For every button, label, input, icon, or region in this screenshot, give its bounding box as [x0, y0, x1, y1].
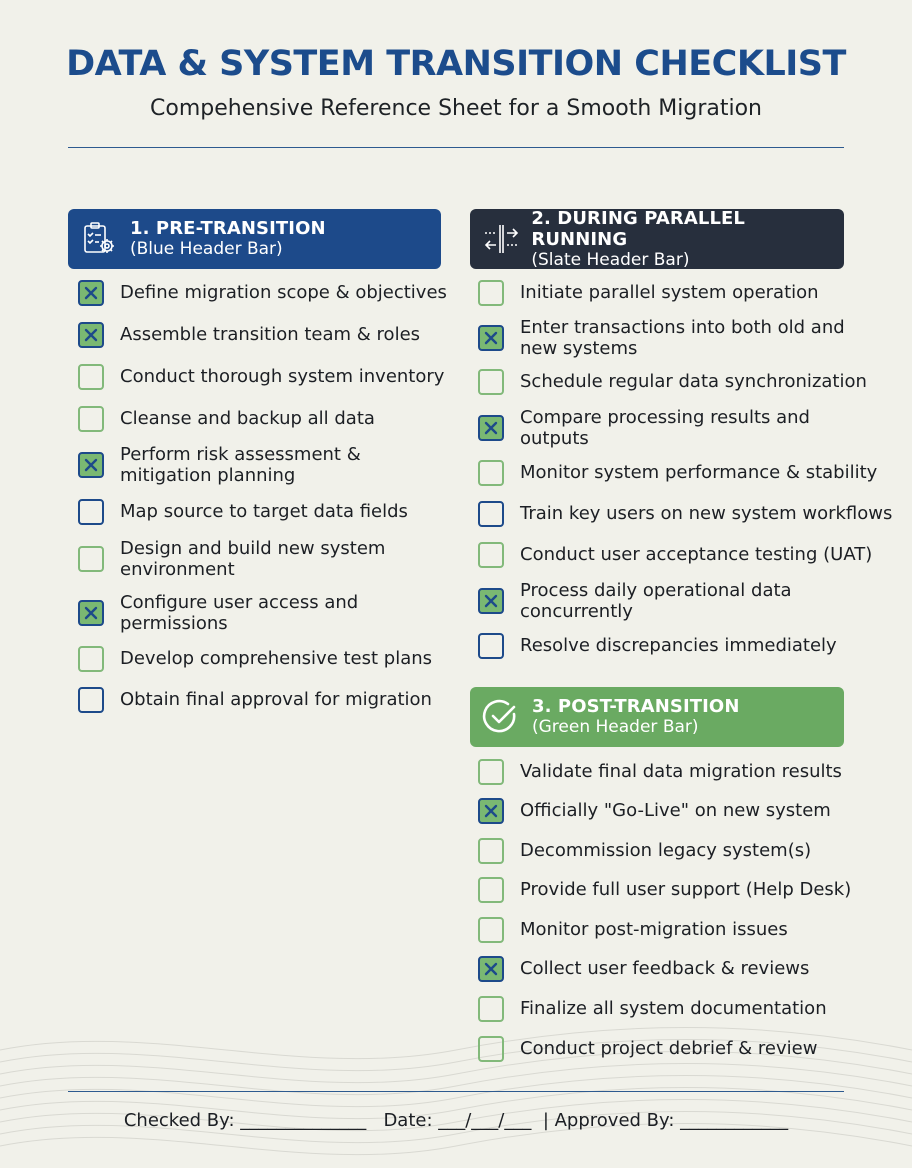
checkbox-unchecked[interactable]	[478, 501, 504, 527]
checklist-item-label: Obtain final approval for migration	[120, 689, 432, 710]
checklist-item[interactable]	[478, 917, 848, 943]
checklist-item-label: Map source to target data fields	[120, 501, 408, 522]
checklist-item[interactable]	[478, 542, 873, 568]
checkbox-unchecked[interactable]	[478, 759, 504, 785]
checklist-item[interactable]	[478, 369, 867, 395]
x-mark-icon	[83, 285, 99, 301]
checklist-item[interactable]	[78, 687, 448, 713]
checklist-item-label: Perform risk assessment & mitigation planning	[120, 444, 361, 486]
top-divider	[68, 147, 844, 148]
signature-footer: Checked By: ______________ Date: ___/___/___ | Approved By: ____________	[123, 1110, 789, 1131]
x-mark-icon	[483, 330, 499, 346]
checklist-item[interactable]	[478, 877, 852, 903]
checkbox-checked[interactable]	[78, 600, 104, 626]
checklist-item[interactable]	[78, 280, 448, 306]
checklist-item-label: Cleanse and backup all data	[120, 408, 375, 429]
checklist-item[interactable]	[78, 499, 448, 525]
checklist-item-label: Provide full user support (Help Desk)	[520, 879, 852, 900]
checklist-item[interactable]	[78, 322, 448, 348]
checkbox-unchecked[interactable]	[78, 546, 104, 572]
checklist-item[interactable]	[478, 280, 848, 306]
checklist-item-label: Configure user access and permissions	[120, 592, 359, 634]
page-title: DATA & SYSTEM TRANSITION CHECKLIST	[66, 44, 846, 84]
section-subtitle: (Blue Header Bar)	[130, 239, 283, 259]
checkbox-unchecked[interactable]	[78, 364, 104, 390]
check-circle-icon	[470, 687, 532, 747]
checkbox-checked[interactable]	[78, 280, 104, 306]
checkbox-unchecked[interactable]	[478, 877, 504, 903]
checkbox-unchecked[interactable]	[478, 633, 504, 659]
checklist-item[interactable]	[478, 633, 848, 659]
x-mark-icon	[483, 961, 499, 977]
checklist-item-label: Conduct user acceptance testing (UAT)	[520, 544, 873, 565]
checklist-item[interactable]	[478, 407, 848, 449]
section-header-pre-transition	[68, 209, 441, 269]
checklist-item-label: Monitor post-migration issues	[520, 919, 788, 940]
checklist-item-label: Schedule regular data synchronization	[520, 371, 867, 392]
checklist-item[interactable]	[78, 646, 448, 672]
x-mark-icon	[83, 605, 99, 621]
checkbox-unchecked[interactable]	[78, 687, 104, 713]
checkbox-unchecked[interactable]	[478, 369, 504, 395]
checklist-item[interactable]	[478, 460, 878, 486]
checklist-item-label: Define migration scope & objectives	[120, 282, 447, 303]
checklist-item[interactable]	[478, 1036, 848, 1062]
checklist-item[interactable]	[478, 501, 893, 527]
x-mark-icon	[483, 593, 499, 609]
checklist-item[interactable]	[78, 538, 448, 580]
checkbox-unchecked[interactable]	[78, 499, 104, 525]
checkbox-unchecked[interactable]	[478, 542, 504, 568]
checklist-item-label: Finalize all system documentation	[520, 998, 827, 1019]
checklist-item-label: Resolve discrepancies immediately	[520, 635, 837, 656]
bottom-divider	[68, 1091, 844, 1092]
checklist-item-label: Enter transactions into both old and new systems	[520, 317, 845, 359]
checklist-item-label: Validate final data migration results	[520, 761, 842, 782]
checkbox-checked[interactable]	[478, 956, 504, 982]
checklist-item-label: Assemble transition team & roles	[120, 324, 421, 345]
checklist-item[interactable]	[478, 798, 848, 824]
checkbox-unchecked[interactable]	[478, 460, 504, 486]
checklist-item[interactable]	[478, 956, 848, 982]
checklist-item[interactable]	[478, 996, 848, 1022]
section-header-parallel-running	[470, 209, 844, 269]
checklist-item-label: Conduct thorough system inventory	[120, 366, 445, 387]
checklist-item-label: Collect user feedback & reviews	[520, 958, 810, 979]
checklist-item-label: Train key users on new system workflows	[520, 503, 893, 524]
decorative-wave-pattern	[0, 1010, 912, 1168]
checklist-item[interactable]	[78, 406, 448, 432]
checklist-item[interactable]	[78, 592, 448, 634]
section-subtitle: (Green Header Bar)	[532, 717, 699, 737]
checkbox-unchecked[interactable]	[78, 646, 104, 672]
section-header-post-transition	[470, 687, 844, 747]
checkbox-checked[interactable]	[478, 325, 504, 351]
checklist-item-label: Develop comprehensive test plans	[120, 648, 433, 669]
checkbox-unchecked[interactable]	[478, 996, 504, 1022]
checklist-item[interactable]	[78, 444, 448, 486]
x-mark-icon	[483, 420, 499, 436]
x-mark-icon	[83, 327, 99, 343]
checklist-item-label: Compare processing results and outputs	[520, 407, 810, 449]
checklist-item[interactable]	[78, 364, 448, 390]
x-mark-icon	[83, 457, 99, 473]
checkbox-unchecked[interactable]	[478, 838, 504, 864]
section-title: 3. POST-TRANSITION	[532, 696, 740, 717]
checkbox-unchecked[interactable]	[478, 280, 504, 306]
checklist-item[interactable]	[478, 838, 848, 864]
checkbox-checked[interactable]	[78, 452, 104, 478]
checklist-item-label: Decommission legacy system(s)	[520, 840, 812, 861]
x-mark-icon	[483, 803, 499, 819]
checklist-item[interactable]	[478, 580, 848, 622]
parallel-arrows-icon	[470, 209, 531, 269]
section-title: 2. DURING PARALLEL RUNNING	[531, 207, 745, 250]
checkbox-checked[interactable]	[78, 322, 104, 348]
checklist-item-label: Conduct project debrief & review	[520, 1038, 818, 1059]
clipboard-gear-icon	[68, 209, 130, 269]
checkbox-checked[interactable]	[478, 588, 504, 614]
checklist-item-label: Monitor system performance & stability	[520, 462, 878, 483]
checkbox-checked[interactable]	[478, 798, 504, 824]
checkbox-unchecked[interactable]	[478, 1036, 504, 1062]
checklist-item[interactable]	[478, 317, 848, 359]
checklist-item-label: Process daily operational data concurrently	[520, 580, 792, 622]
page-subtitle: Compehensive Reference Sheet for a Smooth Migration	[150, 96, 762, 121]
checkbox-unchecked[interactable]	[478, 917, 504, 943]
checklist-item-label: Officially "Go-Live" on new system	[520, 800, 831, 821]
checklist-item[interactable]	[478, 759, 848, 785]
section-title: 1. PRE-TRANSITION	[130, 218, 326, 239]
checkbox-unchecked[interactable]	[78, 406, 104, 432]
checklist-item-label: Initiate parallel system operation	[520, 282, 819, 303]
section-subtitle: (Slate Header Bar)	[531, 249, 690, 270]
checklist-item-label: Design and build new system environment	[120, 538, 386, 580]
checkbox-checked[interactable]	[478, 415, 504, 441]
